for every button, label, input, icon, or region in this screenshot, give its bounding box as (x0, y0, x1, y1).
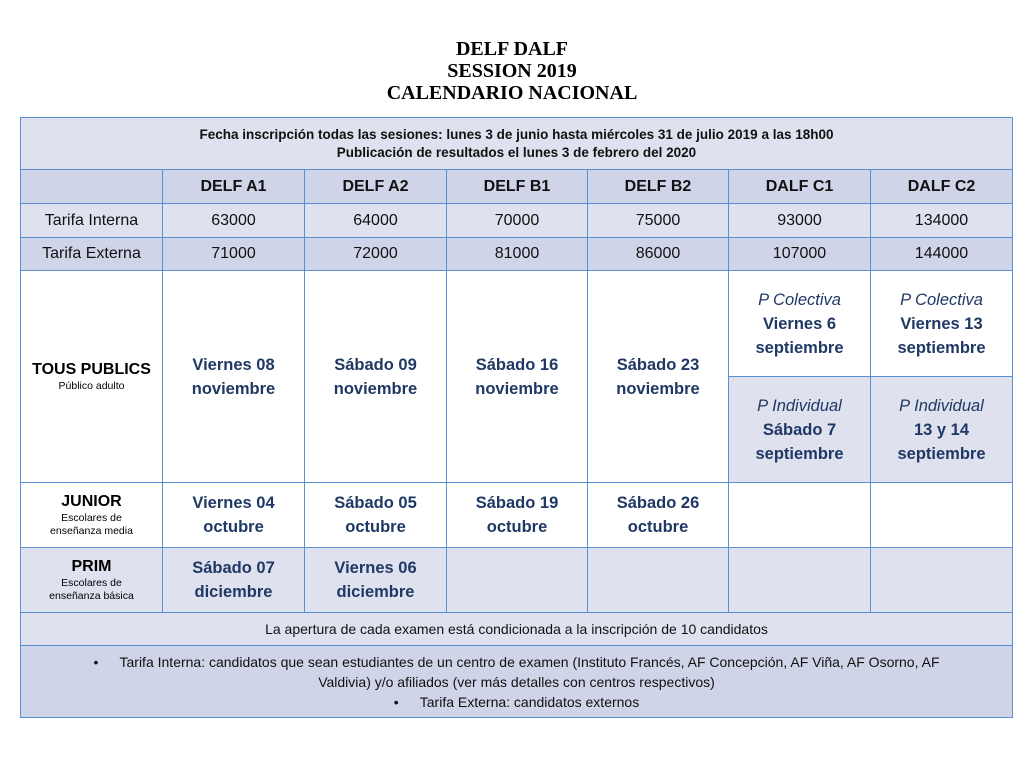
date-line: Sábado 7 (762, 420, 837, 439)
exam-date (163, 548, 305, 613)
exam-date (588, 271, 729, 483)
level-header: DALF C1 (729, 170, 871, 204)
date-line: diciembre (194, 583, 273, 601)
c1-colectiva-date (729, 271, 871, 377)
date-line: octubre (203, 518, 264, 536)
tarifa-interna-row (21, 204, 1013, 238)
date-line: Sábado 16 (475, 355, 559, 374)
level-header: DALF C2 (871, 170, 1013, 204)
tarifa-value: 64000 (305, 204, 447, 238)
row-subtitle: Escolares de (61, 577, 122, 589)
footnote-interna (25, 652, 1008, 672)
exam-date (305, 548, 447, 613)
tarifa-label: Tarifa Interna (21, 204, 163, 238)
results-date: Publicación de resultados el lunes 3 de febrero del 2020 (336, 144, 697, 160)
title-line-1: DELF DALF (455, 38, 569, 60)
date-line: septiembre (897, 444, 986, 463)
tarifa-value: 75000 (588, 204, 729, 238)
date-line: octubre (627, 518, 689, 536)
footnote-externa (25, 692, 1008, 712)
header-empty-cell (21, 170, 163, 204)
date-line: septiembre (755, 338, 844, 357)
date-line: septiembre (897, 338, 986, 357)
tarifa-value: 70000 (447, 204, 588, 238)
bullet-icon: • (393, 693, 399, 710)
title-line-3: CALENDARIO NACIONAL (386, 82, 638, 104)
minimum-candidates-note: La apertura de cada examen está condicionada a la inscripción de 10 candidatos (21, 613, 1013, 646)
exam-date (447, 483, 588, 548)
note-row (21, 613, 1013, 646)
level-header: DELF B1 (447, 170, 588, 204)
prim-row (21, 548, 1013, 613)
footnote-text: Valdivia) y/o afiliados (ver más detalles con centros respectivos) (318, 673, 715, 690)
row-subtitle: Escolares de (61, 512, 122, 524)
session-type: P Individual (757, 396, 842, 415)
date-line: noviembre (475, 379, 559, 398)
junior-row (21, 483, 1013, 548)
prim-label (21, 548, 163, 613)
footer-row (21, 646, 1013, 718)
date-line: Viernes 13 (900, 314, 983, 333)
date-line: noviembre (333, 379, 418, 398)
date-line: Sábado 09 (334, 355, 417, 374)
tarifa-value: 63000 (163, 204, 305, 238)
tarifa-footnotes (21, 646, 1013, 718)
footnote-text: Tarifa Externa: candidatos externos (419, 693, 640, 710)
level-header: DELF A2 (305, 170, 447, 204)
tous-publics-row (21, 271, 1013, 377)
tarifa-value: 144000 (871, 238, 1013, 271)
row-name: PRIM (71, 558, 112, 575)
tous-publics-label (21, 271, 163, 483)
title-line-2: SESSION 2019 (447, 60, 577, 82)
level-header: DELF B2 (588, 170, 729, 204)
session-type: P Individual (899, 396, 984, 415)
tarifa-value: 81000 (447, 238, 588, 271)
date-line: octubre (486, 518, 548, 536)
header-row (21, 170, 1013, 204)
date-line: octubre (345, 518, 406, 536)
tarifa-value: 72000 (305, 238, 447, 271)
empty-cell (729, 548, 871, 613)
row-name: JUNIOR (61, 493, 122, 510)
row-subtitle: enseñanza básica (49, 590, 134, 602)
date-line: Viernes 6 (762, 314, 837, 333)
exam-date (305, 483, 447, 548)
empty-cell (588, 548, 729, 613)
tarifa-value: 86000 (588, 238, 729, 271)
calendar-table (20, 117, 1013, 718)
exam-date (163, 483, 305, 548)
junior-label (21, 483, 163, 548)
empty-cell (447, 548, 588, 613)
date-line: Viernes 06 (334, 559, 417, 577)
exam-date (588, 483, 729, 548)
date-line: noviembre (191, 379, 276, 398)
date-line: Sábado 05 (334, 494, 417, 512)
row-name: TOUS PUBLICS (32, 361, 151, 378)
empty-cell (871, 548, 1013, 613)
bullet-icon: • (93, 653, 99, 670)
session-type: P Colectiva (900, 290, 983, 309)
exam-date (305, 271, 447, 483)
exam-date (163, 271, 305, 483)
row-subtitle: enseñanza media (50, 525, 133, 537)
empty-cell (871, 483, 1013, 548)
empty-cell (729, 483, 871, 548)
registration-dates: Fecha inscripción todas las sesiones: lunes 3 de junio hasta miércoles 31 de julio 2019 a las 18h00 (199, 126, 834, 142)
page-title (0, 38, 1024, 104)
c2-colectiva-date (871, 271, 1013, 377)
date-line: septiembre (755, 444, 844, 463)
date-line: Sábado 26 (616, 494, 700, 512)
tarifa-value: 71000 (163, 238, 305, 271)
level-header: DELF A1 (163, 170, 305, 204)
date-line: Viernes 04 (192, 494, 275, 512)
c2-individual-date (871, 377, 1013, 483)
tarifa-value: 107000 (729, 238, 871, 271)
footnote-text: Tarifa Interna: candidatos que sean estudiantes de un centro de examen (Instituto Francés, AF Concepción, AF Viña, AF Osorno, AF (119, 653, 940, 670)
date-line: Sábado 07 (192, 559, 275, 577)
date-line: Viernes 08 (192, 355, 275, 374)
date-line: Sábado 19 (475, 494, 559, 512)
tarifa-label: Tarifa Externa (21, 238, 163, 271)
tarifa-externa-row (21, 238, 1013, 271)
info-cell (21, 118, 1013, 170)
tarifa-value: 134000 (871, 204, 1013, 238)
tarifa-value: 93000 (729, 204, 871, 238)
c1-individual-date (729, 377, 871, 483)
session-type: P Colectiva (758, 290, 841, 309)
info-row (21, 118, 1013, 170)
date-line: 13 y 14 (913, 420, 970, 439)
date-line: noviembre (616, 379, 700, 398)
date-line: Sábado 23 (616, 355, 700, 374)
row-subtitle: Público adulto (58, 380, 125, 392)
exam-date (447, 271, 588, 483)
date-line: diciembre (336, 583, 415, 601)
